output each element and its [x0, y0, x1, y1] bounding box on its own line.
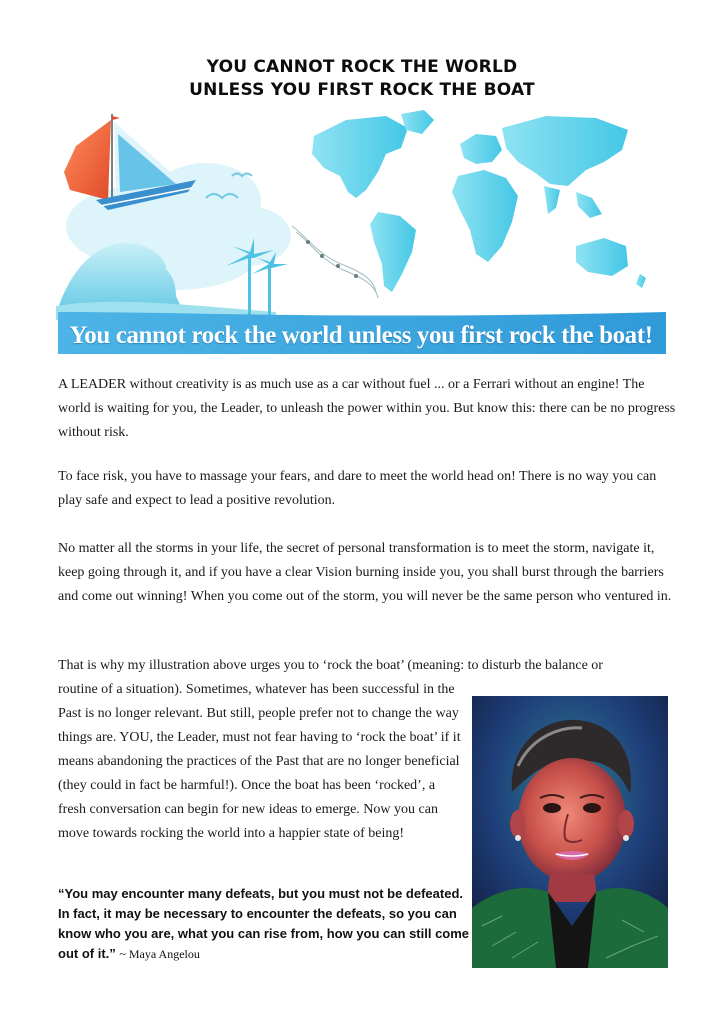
music-ribbon	[292, 226, 378, 298]
banner-caption: You cannot rock the world unless you first rock the boat!	[69, 322, 653, 349]
maya-angelou-portrait	[472, 696, 668, 968]
quote-attribution: ~ Maya Angelou	[119, 947, 200, 961]
paragraph-3: No matter all the storms in your life, the secret of personal transformation is to meet the storm, navigate it, keep going through it, and if you have a clear Vision burning inside you, you shall burst through the barriers and come out winning! When you come out of the storm, you will never be the same person who ventured in.	[58, 541, 672, 604]
paragraph-1: A LEADER without creativity is as much use as a car without fuel ... or a Ferrari without an engine! The world is waiting for you, the Leader, to unleash the power within you. But know this: there can be no progress without risk.	[58, 377, 676, 440]
page-title	[0, 56, 724, 102]
quote-block	[58, 884, 470, 964]
title-line-1: YOU CANNOT ROCK THE WORLD	[206, 57, 518, 77]
paragraph-4-body: routine of a situation). Sometimes, whatever has been successful in the Past is no longer relevant. But still, people prefer not to change the way things are. YOU, the Leader, must not fear having to ‘rock the boat’ if it means abandoning the practices of the Past that are no longer beneficial (they could in fact be harmful!). Once the boat has been ‘rocked’, a fresh conversation can begin for new ideas to emerge. Now you can move towards rocking the world into a happier state of being!	[58, 682, 461, 841]
title-line-2: UNLESS YOU FIRST ROCK THE BOAT	[189, 80, 535, 100]
paragraph-2: To face risk, you have to massage your fears, and dare to meet the world head on! There is no way you can play safe and expect to lead a positive revolution.	[58, 469, 657, 508]
quote-text: “You may encounter many defeats, but you must not be defeated. In fact, it may be necessary to encounter the defeats, so you can know who you are, what you can rise from, how you can still come out of it.”	[58, 886, 470, 961]
paragraph-4-first-line: That is why my illustration above urges you to ‘rock the boat’ (meaning: to disturb the balance or	[58, 658, 603, 673]
world-map	[312, 110, 646, 292]
